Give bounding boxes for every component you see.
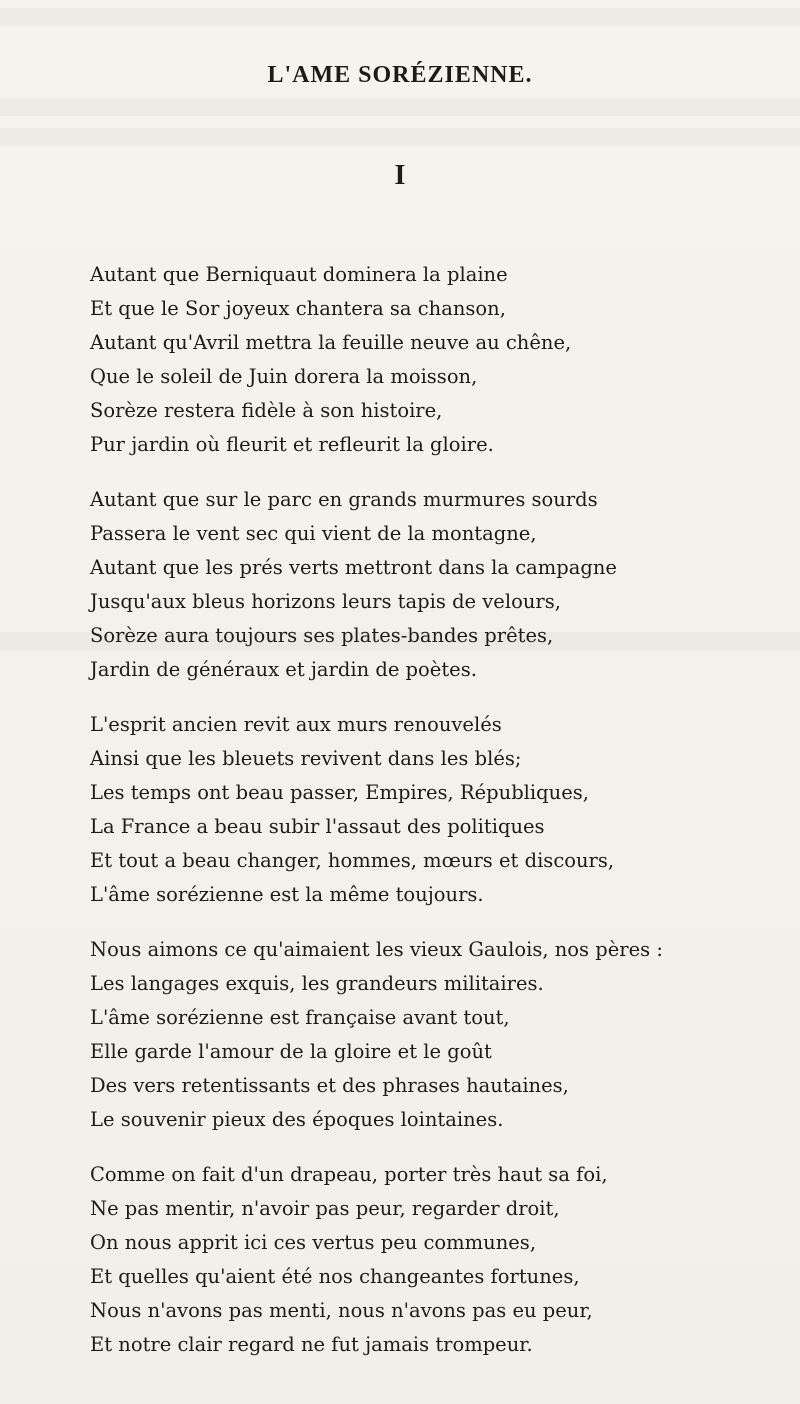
bleed-through xyxy=(0,128,800,146)
stanza xyxy=(90,1158,790,1362)
stanza xyxy=(90,483,790,687)
verse-line: Comme on fait d'un drapeau, porter très haut sa foi, xyxy=(90,1163,608,1186)
verse-line: Jardin de généraux et jardin de poètes. xyxy=(90,658,477,681)
verse-line: Passera le vent sec qui vient de la montagne, xyxy=(90,522,537,545)
verse-line: Que le soleil de Juin dorera la moisson, xyxy=(90,365,478,388)
verse-line: La France a beau subir l'assaut des politiques xyxy=(90,815,545,838)
verse-line: Ne pas mentir, n'avoir pas peur, regarder droit, xyxy=(90,1197,560,1220)
verse-line: Les temps ont beau passer, Empires, Républiques, xyxy=(90,781,589,804)
verse-line: Sorèze aura toujours ses plates-bandes prêtes, xyxy=(90,624,554,647)
stanza xyxy=(90,933,790,1137)
bleed-through xyxy=(0,98,800,116)
verse-line: Sorèze restera fidèle à son histoire, xyxy=(90,399,443,422)
verse-line: Nous aimons ce qu'aimaient les vieux Gaulois, nos pères : xyxy=(90,938,663,961)
verse-line: Ainsi que les bleuets revivent dans les blés; xyxy=(90,747,522,770)
bleed-through xyxy=(0,8,800,26)
stanza xyxy=(90,708,790,912)
verse-line: Et que le Sor joyeux chantera sa chanson, xyxy=(90,297,506,320)
verse-line: Jusqu'aux bleus horizons leurs tapis de velours, xyxy=(90,590,561,613)
verse-line: Autant que Berniquaut dominera la plaine xyxy=(90,263,508,286)
verse-line: Autant que sur le parc en grands murmures sourds xyxy=(90,488,598,511)
verse-line: L'âme sorézienne est la même toujours. xyxy=(90,883,484,906)
verse-line: Et tout a beau changer, hommes, mœurs et discours, xyxy=(90,849,615,872)
verse-line: Pur jardin où fleurit et refleurit la gloire. xyxy=(90,433,494,456)
poem-title: L'AME SORÉZIENNE. xyxy=(267,62,533,88)
verse-line: Autant que les prés verts mettront dans la campagne xyxy=(90,556,617,579)
poem-body xyxy=(90,258,790,1383)
section-number: I xyxy=(394,160,406,191)
verse-line: On nous apprit ici ces vertus peu communes, xyxy=(90,1231,537,1254)
verse-line: L'esprit ancien revit aux murs renouvelés xyxy=(90,713,502,736)
verse-line: Des vers retentissants et des phrases hautaines, xyxy=(90,1074,569,1097)
verse-line: Nous n'avons pas menti, nous n'avons pas eu peur, xyxy=(90,1299,593,1322)
verse-line: Elle garde l'amour de la gloire et le goût xyxy=(90,1040,492,1063)
verse-line: Autant qu'Avril mettra la feuille neuve au chêne, xyxy=(90,331,572,354)
verse-line: Les langages exquis, les grandeurs militaires. xyxy=(90,972,544,995)
verse-line: Et notre clair regard ne fut jamais trompeur. xyxy=(90,1333,533,1356)
verse-line: Le souvenir pieux des époques lointaines. xyxy=(90,1108,504,1131)
verse-line: L'âme sorézienne est française avant tout, xyxy=(90,1006,510,1029)
stanza xyxy=(90,258,790,462)
verse-line: Et quelles qu'aient été nos changeantes fortunes, xyxy=(90,1265,580,1288)
